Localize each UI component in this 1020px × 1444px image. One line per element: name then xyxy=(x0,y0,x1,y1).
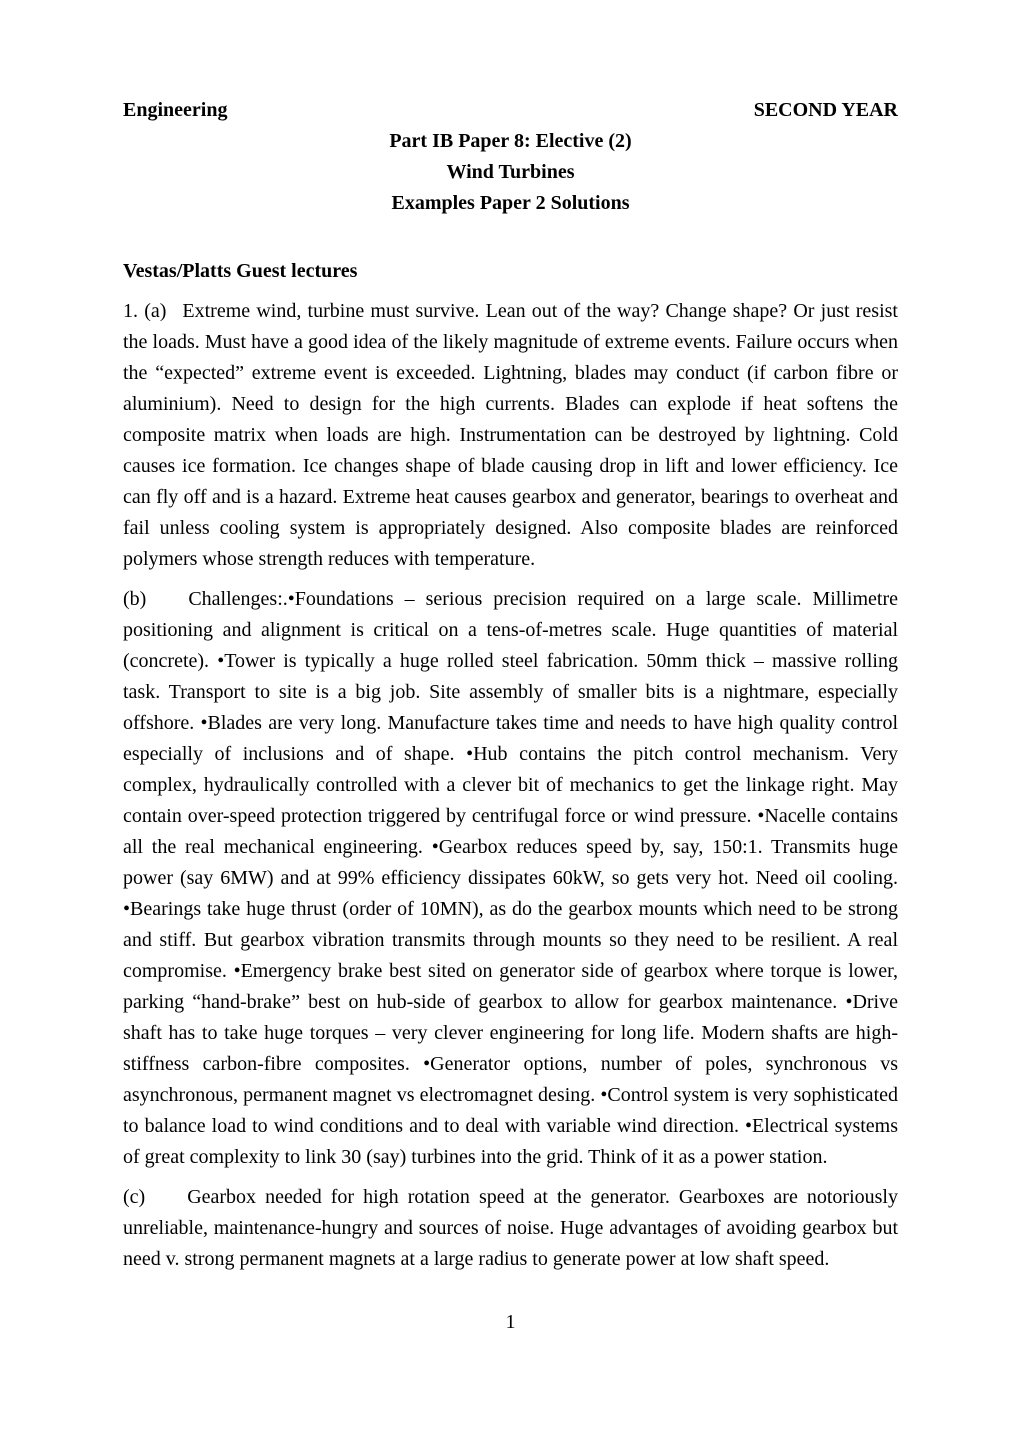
paragraph-1c-label: (c) xyxy=(123,1186,146,1208)
title-line-3: Examples Paper 2 Solutions xyxy=(391,192,630,214)
header-row xyxy=(123,95,898,126)
paragraph-1c-text: Gearbox needed for high rotation speed at the generator. Gearboxes are notoriously unreliable, maintenance-hungry and sources of noise. Huge advantages of avoiding gearbox but need v. strong permanent magnets at a large radius to generate power at low shaft speed. xyxy=(123,1186,898,1270)
paragraph-1b xyxy=(123,584,898,1173)
paragraph-1b-text: Challenges:.•Foundations – serious precision required on a large scale. Millimetre positioning and alignment is critical on a tens-of-metres scale. Huge quantities of material (concrete). •Tower is typically a huge rolled steel fabrication. 50mm thick – massive rolling task. Transport to site is a big job. Site assembly of smaller bits is a nightmare, especially offshore. •Blades are very long. Manufacture takes time and needs to have high quality control especially of inclusions and of shape. •Hub contains the pitch control mechanism. Very complex, hydraulically controlled with a clever bit of mechanics to get the linkage right. May contain over-speed protection triggered by centrifugal force or wind pressure. •Nacelle contains all the real mechanical engineering. •Gearbox reduces speed by, say, 150:1. Transmits huge power (say 6MW) and at 99% efficiency dissipates 60kW, so gets very hot. Need oil cooling. •Bearings take huge thrust (order of 10MN), as do the gearbox mounts which need to be strong and stiff. But gearbox vibration transmits through mounts so they need to be resilient. A real compromise. •Emergency brake best sited on generator side of gearbox where torque is lower, parking “hand-brake” best on hub-side of gearbox to allow for gearbox maintenance. •Drive shaft has to take huge torques – very clever engineering for long life. Modern shafts are high-stiffness carbon-fibre composites. •Generator options, number of poles, synchronous vs asynchronous, permanent magnet vs electromagnet desing. •Control system is very sophisticated to balance load to wind conditions and to deal with variable wind direction. •Electrical systems of great complexity to link 30 (say) turbines into the grid. Think of it as a power station. xyxy=(123,588,898,1168)
paragraph-1a-label: 1. (a) xyxy=(123,300,167,322)
header-left: Engineering xyxy=(123,99,228,121)
paragraph-1b-label: (b) xyxy=(123,588,147,610)
title-line-1: Part IB Paper 8: Elective (2) xyxy=(389,130,632,152)
section-heading: Vestas/Platts Guest lectures xyxy=(123,260,358,282)
page-number: 1 xyxy=(505,1311,516,1333)
paragraph-1a xyxy=(123,296,898,575)
title-line-2: Wind Turbines xyxy=(446,161,575,183)
paragraph-1c xyxy=(123,1182,898,1275)
header-right: SECOND YEAR xyxy=(753,99,898,121)
paragraph-1a-text: Extreme wind, turbine must survive. Lean out of the way? Change shape? Or just resist the loads. Must have a good idea of the likely magnitude of extreme events. Failure occurs when the “expected” extreme event is exceeded. Lightning, blades may conduct (if carbon fibre or aluminium). Need to design for the high currents. Blades can explode if heat softens the composite matrix when loads are high. Instrumentation can be destroyed by lightning. Cold causes ice formation. Ice changes shape of blade causing drop in lift and lower efficiency. Ice can fly off and is a hazard. Extreme heat causes gearbox and generator, bearings to overheat and fail unless cooling system is appropriately designed. Also composite blades are reinforced polymers whose strength reduces with temperature. xyxy=(123,300,898,570)
